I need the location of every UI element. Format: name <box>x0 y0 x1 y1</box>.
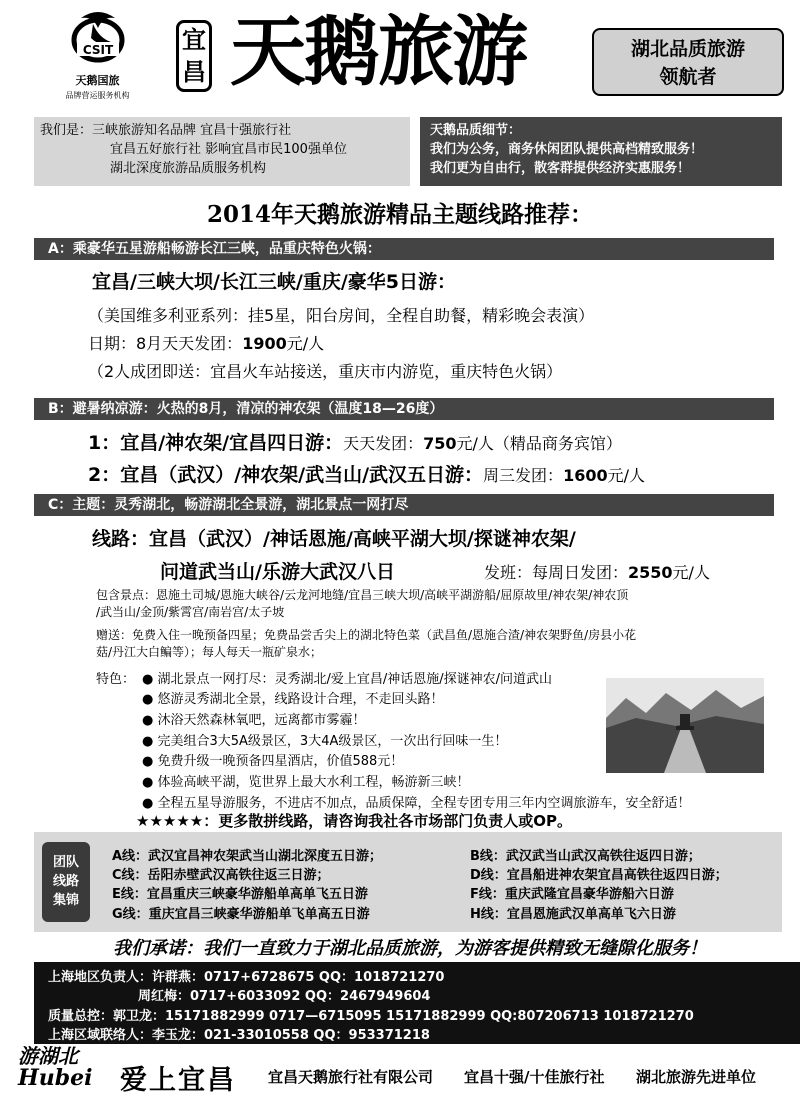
route-note: 元/人 <box>607 466 645 485</box>
section-a-detail: （2人成团即送：宜昌火车站接送，重庆市内游览，重庆特色火锅） <box>88 362 563 381</box>
collection-item: G线：重庆宜昌三峡豪华游船单飞单高五日游 <box>112 907 370 922</box>
logo-name: 天鹅国旅 <box>75 74 120 87</box>
route-schedule: 周三发团： <box>483 466 564 485</box>
section-a-route: 宜昌/三峡大坝/长江三峡/重庆/豪华5日游： <box>92 271 456 293</box>
contact-box <box>34 962 800 1044</box>
bullet-icon: ● <box>142 796 158 811</box>
schedule-text: 发班：每周日发团： <box>484 563 629 582</box>
section-c-schedule <box>484 560 710 583</box>
logo-abbr: CSIT <box>82 43 113 57</box>
collection-item: D线：宜昌船进神农架宜昌高铁往返四日游； <box>470 868 728 883</box>
quality-panel <box>420 117 782 186</box>
intro-panel <box>34 117 410 186</box>
stars-note: ★★★★★：更多散拼线路，请咨询我社各市场部门负责人或OP。 <box>136 812 572 830</box>
route-name: 1：宜昌/神农架/宜昌四日游： <box>88 432 344 454</box>
section-a-price-unit: 元/人 <box>286 334 325 353</box>
bullet-icon: ● <box>142 754 158 769</box>
contact-line: 上海地区负责人：许群燕：0717+6728675 QQ：1018721270 <box>48 970 445 985</box>
quality-line: 天鹅品质细节： <box>430 123 522 138</box>
feature-item: ● 全程五星导游服务，不进店不加点，品质保障，全程专团专用三年内空调旅游车，安全舒适！ <box>142 796 691 811</box>
section-c-price: 2550 <box>628 563 673 582</box>
section-c-spots <box>96 587 776 621</box>
route-schedule: 天天发团： <box>343 434 424 453</box>
feature-item: ● 完美组合3大5A级景区，3大4A级景区，一次出行回味一生！ <box>142 734 508 749</box>
section-c-gifts <box>96 627 776 661</box>
section-b-bar: B：避暑纳凉游：火热的8月，清凉的神农架（温度18—26度） <box>34 398 774 420</box>
contact-line: 周红梅：0717+6033092 QQ：2467949604 <box>138 989 431 1004</box>
intro-line: 宜昌五好旅行社 影响宜昌市民100强单位 <box>110 142 347 157</box>
footer-slogan: 爱上宜昌 <box>120 1065 236 1096</box>
feature-item: ● 体验高峡平湖，览世界上最大水利工程，畅游新三峡！ <box>142 775 470 790</box>
footer-honor: 宜昌十强/十佳旅行社 <box>464 1068 605 1086</box>
bullet-icon: ● <box>142 672 158 687</box>
spots-line: /武当山/金顶/紫霄宫/南岩宫/太子坡 <box>96 605 285 619</box>
collection-item: B线：武汉武当山武汉高铁往返四日游； <box>470 849 701 864</box>
section-a-price: 1900 <box>242 334 287 353</box>
features-label: 特色： <box>96 672 136 687</box>
section-a-bar: A：乘豪华五星游船畅游长江三峡，品重庆特色火锅： <box>34 238 774 260</box>
city-badge <box>176 20 212 92</box>
quality-line: 我们更为自由行，散客群提供经济实惠服务！ <box>430 161 691 176</box>
hubei-logo <box>18 1040 104 1096</box>
slogan-box <box>592 28 784 96</box>
section-c-route-line-1: 线路：宜昌（武汉）/神话恩施/高峡平湖大坝/探谜神农架/ <box>92 528 576 550</box>
hubei-logo-text: 游湖北 <box>18 1044 78 1068</box>
bullet-icon: ● <box>142 713 158 728</box>
route-note: 元/人（精品商务宾馆） <box>456 434 622 453</box>
section-c-route-line-2: 问道武当山/乐游大武汉八日 <box>160 561 395 583</box>
intro-line: 湖北深度旅游品质服务机构 <box>110 161 267 176</box>
route-price: 1600 <box>563 466 608 485</box>
bullet-icon: ● <box>142 775 158 790</box>
collection-item: F线：重庆武隆宜昌豪华游船六日游 <box>470 887 674 902</box>
contact-line: 质量总控：郭卫龙：15171882999 0717—6715095 15171882999 QQ:807206713 1018721270 <box>48 1009 694 1024</box>
collection-item: E线：宜昌重庆三峡豪华游船单高单飞五日游 <box>112 887 368 902</box>
section-a-detail: （美国维多利亚系列：挂5星，阳台房间，全程自助餐，精彩晚会表演） <box>88 306 595 325</box>
contact-line: 上海区域联络人：李玉龙：021-33010558 QQ：953371218 <box>48 1028 430 1043</box>
bullet-icon: ● <box>142 692 158 707</box>
collection-item: A线：武汉宜昌神农架武当山湖北深度五日游； <box>112 849 383 864</box>
route-name: 2：宜昌（武汉）/神农架/武当山/武汉五日游： <box>88 464 484 486</box>
spots-line: 包含景点：恩施土司城/恩施大峡谷/云龙河地缝/宜昌三峡大坝/高峡平湖游船/屈原故里/神农架/神农顶 <box>96 588 629 602</box>
feature-item: ● 沐浴天然森林氧吧，远离都市雾霾！ <box>142 713 366 728</box>
collection-item: H线：宜昌恩施武汉单高单飞六日游 <box>470 907 676 922</box>
footer-honor: 湖北旅游先进单位 <box>636 1068 757 1086</box>
promise-banner: 我们承诺：我们一直致力于湖北品质旅游，为游客提供精致无缝隙化服务！ <box>113 938 707 959</box>
feature-item: ● 湖北景点一网打尽：灵秀湖北/爱上宜昌/神话恩施/探谜神农/问道武山 <box>142 672 553 687</box>
collection-item: C线：岳阳赤壁武汉高铁往返三日游； <box>112 868 330 883</box>
section-b-route-1 <box>88 428 622 455</box>
section-c-bar: C：主题：灵秀湖北，畅游湖北全景游，湖北景点一网打尽 <box>34 494 774 516</box>
company-logo <box>50 8 145 100</box>
logo-subtitle: 品牌营运服务机构 <box>65 91 130 100</box>
brand-title: 天鹅旅游 <box>230 7 526 96</box>
gifts-line: 菇/丹江大白鳊等）；每人每天一瓶矿泉水； <box>96 645 323 659</box>
section-a-date <box>88 331 324 354</box>
main-title: 2014年天鹅旅游精品主题线路推荐： <box>206 201 593 228</box>
collection-badge: 团队 线路 集锦 <box>42 842 90 922</box>
section-c-price-unit: 元/人 <box>672 563 710 582</box>
hubei-logo-latin: Hubei <box>18 1065 93 1091</box>
route-price: 750 <box>423 434 457 453</box>
slogan-line-2: 领航者 <box>659 66 717 88</box>
scenic-photo <box>606 678 764 773</box>
section-a-date-text: 日期：8月天天发团： <box>88 334 243 353</box>
section-b-route-2 <box>88 460 645 487</box>
feature-item: ● 悠游灵秀湖北全景，线路设计合理，不走回头路！ <box>142 692 444 707</box>
city-char-2: 昌 <box>182 58 206 86</box>
gifts-line: 赠送：免费入住一晚预备四星；免费品尝舌尖上的湖北特色菜（武昌鱼/恩施合渣/神农架野鱼/房县小花 <box>96 628 637 642</box>
footer-company: 宜昌天鹅旅行社有限公司 <box>268 1068 434 1086</box>
bullet-icon: ● <box>142 734 158 749</box>
quality-line: 我们为公务，商务休闲团队提供高档精致服务！ <box>430 142 704 157</box>
feature-item: ● 免费升级一晚预备四星酒店，价值588元！ <box>142 754 404 769</box>
slogan-line-1: 湖北品质旅游 <box>630 38 745 60</box>
city-char-1: 宜 <box>182 26 206 54</box>
intro-line: 我们是：三峡旅游知名品牌 宜昌十强旅行社 <box>40 123 292 138</box>
swan-logo-icon <box>63 8 133 64</box>
